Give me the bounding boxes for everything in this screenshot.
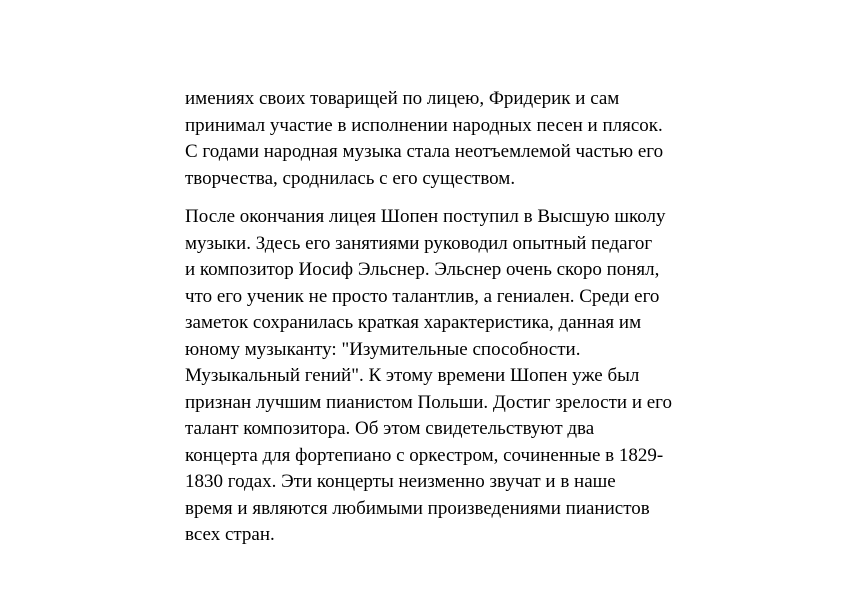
document-body-text [185, 86, 745, 549]
paragraph-1 [185, 86, 745, 192]
paragraph-2 [185, 204, 745, 549]
text-line: имениях своих товарищей по лицею, Фридерик и сам [185, 88, 620, 109]
text-line: принимал участие в исполнении народных песен и плясок. [185, 114, 663, 136]
text-line: 1830 годах. Эти концерты неизменно звучат и в наше [185, 471, 616, 492]
text-line: После окончания лицея Шопен поступил в Высшую школу [185, 206, 666, 227]
text-line: признан лучшим пианистом Польши. Достиг зрелости и его [185, 391, 672, 413]
text-line: и композитор Иосиф Эльснер. Эльснер очень скоро понял, [185, 259, 660, 280]
text-line: концерта для фортепиано с оркестром, сочиненные в 1829- [185, 444, 664, 466]
text-line: С годами народная музыка стала неотъемлемой частью его [185, 141, 664, 162]
text-line: талант композитора. Об этом свидетельствуют два [185, 418, 595, 439]
text-line: всех стран. [185, 524, 275, 545]
text-line: время и являются любимыми произведениями пианистов [185, 497, 650, 519]
text-line: музыки. Здесь его занятиями руководил опытный педагог [185, 232, 653, 254]
text-line: юному музыканту: "Изумительные способности. [185, 338, 581, 360]
text-line: Музыкальный гений". К этому времени Шопен уже был [185, 365, 640, 386]
text-line: что его ученик не просто талантлив, а гениален. Среди его [185, 285, 660, 307]
text-line: заметок сохранилась краткая характеристика, данная им [185, 312, 642, 333]
text-line: творчества, сроднилась с его существом. [185, 167, 516, 189]
